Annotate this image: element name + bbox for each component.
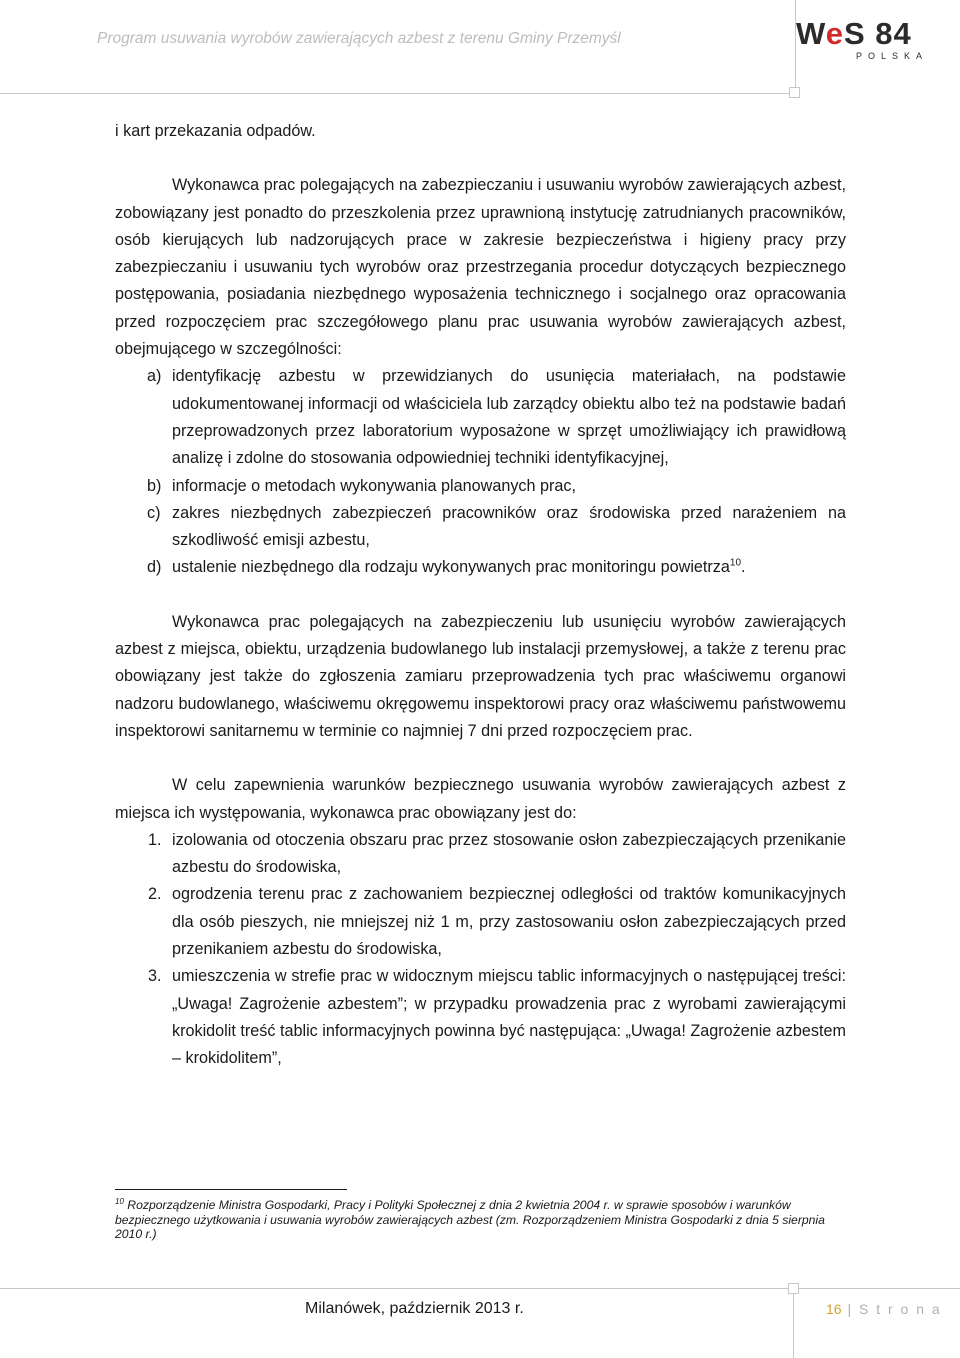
page-number: 16 | S t r o n a xyxy=(826,1301,942,1317)
footnote-reference[interactable]: 10 xyxy=(729,558,742,570)
page-body xyxy=(115,118,846,1073)
list-item-d xyxy=(115,554,846,581)
footnote-number: 10 xyxy=(115,1196,124,1206)
footer-vertical-divider xyxy=(793,1294,794,1358)
header-vertical-divider xyxy=(795,0,796,87)
footer-location-date: Milanówek, październik 2013 r. xyxy=(305,1300,524,1317)
list-text: ustalenie niezbędnego dla rodzaju wykonywanych prac monitoringu powietrza$^{10}$. xyxy=(172,558,746,577)
list-text: identyfikację azbestu w przewidzianych do usunięcia materiałach, na podstawie udokumentowanej informacji od właściciela lub zarządcy obiektu albo też na podstawie badań przeprowadzonych przez laboratorium wyposażone w sprzęt umożliwiający ich prawidłową analizę i zdolne do stosowania odpowiedniej techniki identyfikacyjnej, xyxy=(172,367,846,468)
list-item-b xyxy=(115,473,846,500)
company-logo xyxy=(796,16,936,60)
list-item-2 xyxy=(115,881,846,963)
paragraph-3: W celu zapewnienia warunków bezpiecznego usuwania wyrobów zawierających azbest z miejsca ich występowania, wykonawca prac obowiązany jest do: xyxy=(115,776,846,822)
paragraph-1: Wykonawca prac polegających na zabezpieczaniu i usuwaniu wyrobów zawierających azbest, zobowiązany jest ponadto do przeszkolenia przez uprawnioną instytucję zatrudnianych pracowników, osób kierujących lub nadzorujących prace w zakresie bezpieczeństwa i higieny pracy przy zabezpieczaniu i usuwaniu tych wyrobów oraz przestrzegania procedur dotyczących bezpiecznego postępowania, posiadania niezbędnego wyposażenia technicznego i socjalnego oraz opracowania przed rozpoczęciem prac szczegółowego planu prac usuwania wyrobów zawierających azbest, obejmującego w szczególności: xyxy=(115,176,846,359)
list-marker: d) xyxy=(147,558,162,577)
footer-divider xyxy=(0,1288,960,1289)
list-text: zakres niezbędnych zabezpieczeń pracowników oraz środowiska przed narażeniem na szkodliwość emisji azbestu, xyxy=(172,503,846,550)
header-corner-square xyxy=(789,87,800,98)
list-item-a xyxy=(115,363,846,472)
list-text: umieszczenia w strefie prac w widocznym miejscu tablic informacyjnych o następującej treści: „Uwaga! Zagrożenie azbestem”; w przypadku prowadzenia prac z wyrobami zawierającymi krokidolit treść tablic informacyjnych powinna być następująca: „Uwaga! Zagrożenie azbestem – krokidolitem”, xyxy=(172,967,846,1068)
footnote-text: Rozporządzenie Ministra Gospodarki, Pracy i Polityki Społecznej z dnia 2 kwietnia 2004 r. w sprawie sposobów i warunków bezpiecznego użytkowania i usuwania wyrobów zawierających azbest (zm. Rozporządzeniem Ministra Gospodarki z dnia 5 sierpnia 2010 r.) xyxy=(115,1198,825,1242)
list-marker: 2. xyxy=(148,885,162,904)
intro-line: i kart przekazania odpadów. xyxy=(115,122,316,140)
list-marker: c) xyxy=(147,503,161,522)
header-divider xyxy=(0,93,790,94)
list-item-c xyxy=(115,500,846,555)
list-item-1 xyxy=(115,827,846,882)
footnote-separator xyxy=(115,1189,347,1190)
paragraph-2: Wykonawca prac polegających na zabezpieczeniu lub usunięciu wyrobów zawierających azbest z miejsca, obiektu, urządzenia budowlanego lub instalacji przemysłowej, a także z terenu prac obowiązany jest także do zgłoszenia zamiaru przeprowadzenia tych prac właściwemu organowi nadzoru budowlanego, właściwemu okręgowemu inspektorowi pracy oraz właściwemu państwowemu inspektorowi sanitarnemu w terminie co najmniej 7 dni przed rozpoczęciem prac. xyxy=(115,612,846,740)
list-text: ogrodzenia terenu prac z zachowaniem bezpiecznej odległości od traktów komunikacyjnych dla osób pieszych, nie mniejszej niż 1 m, przy zastosowaniu osłon zabezpieczających przed przenikaniem azbestu do środowiska, xyxy=(172,885,846,959)
list-text: izolowania od otoczenia obszaru prac przez stosowanie osłon zabezpieczających przenikanie azbestu do środowiska, xyxy=(172,830,846,877)
header-title: Program usuwania wyrobów zawierających azbest z terenu Gminy Przemyśl xyxy=(97,30,621,47)
footer-corner-square xyxy=(788,1283,799,1294)
list-marker: 3. xyxy=(148,967,162,986)
logo-subtitle: POLSKA xyxy=(856,51,929,61)
list-item-3 xyxy=(115,963,846,1072)
logo-wordmark: WeS 84 xyxy=(796,16,912,51)
list-text: informacje o metodach wykonywania planowanych prac, xyxy=(172,476,576,495)
footnote xyxy=(115,1198,846,1242)
list-marker: a) xyxy=(147,367,162,386)
list-marker: b) xyxy=(147,476,162,495)
list-marker: 1. xyxy=(148,830,162,849)
